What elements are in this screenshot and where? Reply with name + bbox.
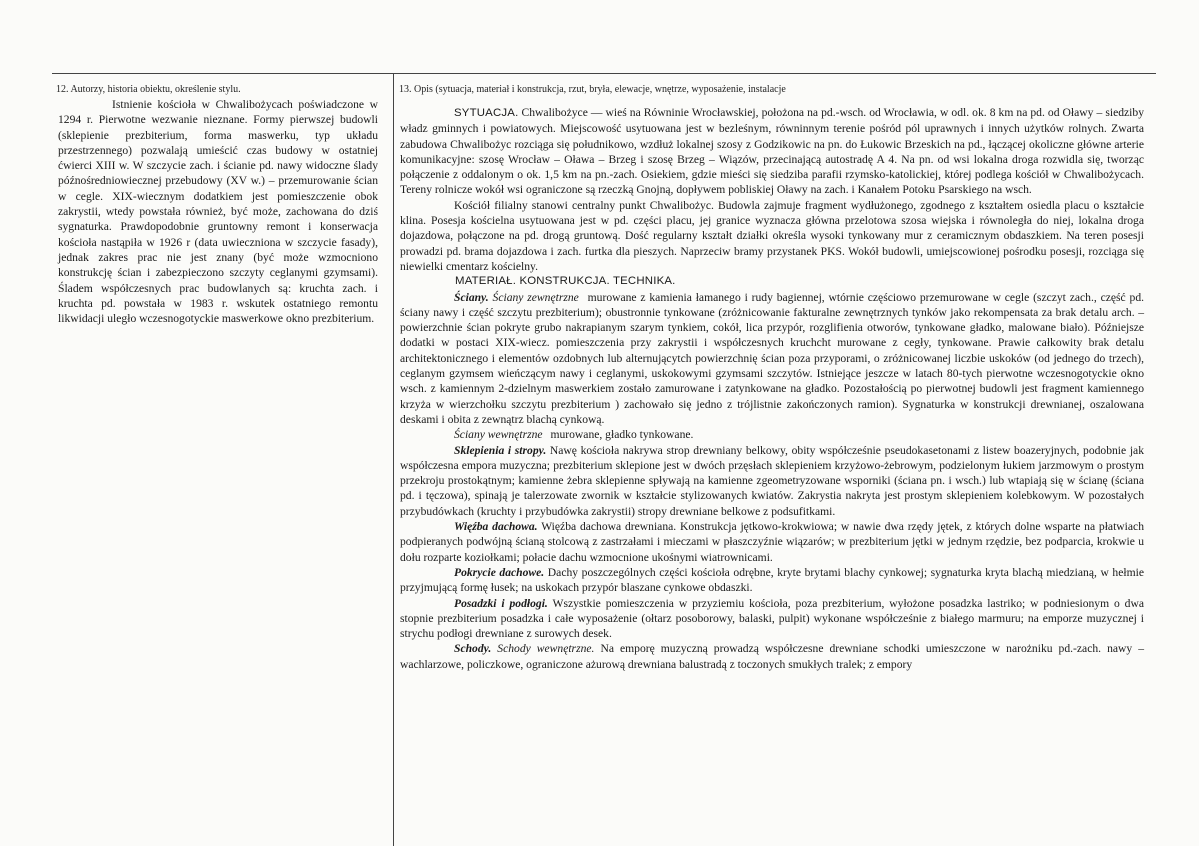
stairs-interior-label: Schody wewnętrzne.: [497, 642, 595, 656]
situation-heading: SYTUACJA.: [454, 107, 519, 119]
floors-text: Wszystkie pomieszczenia w przyziemiu kościoła, poza prezbiterium, wyłożone posadzka lastriko; w podniesionym o dwa stopnie prezbiterium posadzka i całe wyposażenie (ołtarz posoborowy, balaski, pulpit) wykonane współcześnie z białego marmuru; na emporze muzycznej i strychu podłogi drewniane z surowych desek.: [400, 596, 1144, 641]
roof-truss-label: Więźba dachowa.: [454, 520, 538, 534]
church-paragraph: Kościół filialny stanowi centralny punkt Chwalibożyc. Budowla zajmuje fragment wydłużonego, zgodnego z kształtem osiedla placu o kształcie klina. Posesja kościelna usytuowana jest w pd. części placu, jej granice wyznacza główna przelotowa szosa wiejska i równoległa do niej, lokalna droga dojazdowa, połączone na pd. drogą gruntową. Dość regularny kształt działki określa wysoki tynkowany mur z ceramicznym obdaszkiem. Na teren posesji prowadzi pd. brama dojazdowa i zach. furtka dla pieszych. Naprzeciw bramy przystanek PKS. Wokół budowli, umiejscowionej pośrodku posesji, rozciąga się niewielki cmentarz kościelny.: [400, 198, 1144, 273]
stairs-text: Na emporę muzyczną prowadzą współczesne drewniane schodki umieszczone w narożniku pd.-zach. nawy –wachlarzowe, policzkowe, ograniczone ażurową drewniana balustradą z toczonych smukłych tralek; z empory: [400, 642, 1144, 671]
stairs-label: Schody.: [454, 642, 492, 656]
vaults-paragraph: [400, 443, 1144, 519]
left-column-header: 12. Autorzy, historia obiektu, określenie stylu.: [56, 84, 241, 95]
vaults-label: Sklepienia i stropy.: [454, 443, 547, 457]
walls-exterior-label: Ściany zewnętrzne: [492, 290, 579, 304]
roof-truss-text: Więźba dachowa drewniana. Konstrukcja jętkowo-krokwiowa; w nawie dwa rzędy jętek, z których dolne wsparte na płatwiach podpieranych podwójną ścianą stolcową z zastrzałami i mieczami w płaszczyźnie wiązarów; w prezbiterium jętki w jednym rzędzie, bez podparcia, krokwie u dołu rozparte koziołkami; połacie dachu wzmocnione ukośnymi wiatrownicami.: [400, 520, 1144, 564]
walls-interior-paragraph: [400, 427, 1144, 442]
floors-label: Posadzki i podłogi.: [454, 596, 548, 610]
walls-label: Ściany.: [454, 290, 489, 304]
roofing-text: Dachy poszczególnych części kościoła odrębne, kryte brytami blachy cynkowej; sygnaturka kryta blachą miedzianą, w hełmie przyjmującą formę łusek; na uskokach przypór blaszane cynkowe obdaszki.: [400, 565, 1144, 595]
material-heading: MATERIAŁ. KONSTRUKCJA. TECHNIKA.: [455, 275, 676, 288]
walls-interior-label: Ściany wewnętrzne: [454, 428, 543, 442]
situation-text: Chwalibożyce — wieś na Równinie Wrocławskiej, położona na pd.-wsch. od Wrocławia, w odl. ok. 8 km na pd. od Oławy – siedziby władz gminnych i powiatowych. Miejscowość usytuowana jest w bezleśnym, równinnym terenie pośród pól uprawnych i innych użytków rolnych. Zwarta zabudowa Chwalibożyc rozciąga się południkowo, wzdłuż lokalnej szosy z Godzikowic na pn. do Łukowic Brzeskich na pd., łączącej okoliczne główne arterie komunikacyjne: szosę Wrocław – Oława – Brzeg i szosę Brzeg – Wiązów, przecinającą autostradę A 4. Na pn. od wsi lokalna droga rozwidla się, tworząc połączenie z oddalonym o ok. 1,5 km na pn.-zach. Osiekiem, gdzie mieści się siedziba parafii rzymsko-katolickiej, której podlega kościół w Chwalibożycach. Tereny rolnicze wokół wsi ograniczone są rzeczką Gnojną, dopływem pobliskiej Oławy na zach. i Kanałem Potoku Psarskiego na wsch.: [400, 106, 1144, 197]
history-column: [58, 97, 378, 326]
walls-exterior-paragraph: [400, 290, 1144, 428]
stairs-paragraph: [400, 641, 1144, 672]
roof-truss-paragraph: [400, 519, 1144, 565]
floors-paragraph: [400, 596, 1144, 642]
description-column: [400, 105, 1144, 672]
walls-exterior-text: murowane z kamienia łamanego i rudy bagiennej, wtórnie częściowo przemurowane w cegle (szczyt zach., część pd. ściany nawy i część szczytu prezbiterium); obustronnie tynkowane (zróżnicowanie fakturalne zewnętrznych tynków jako rekompensata za brak detalu arch. – powierzchnie ścian pokryte grubo nakrapianym szarym tynkiem, cokół, lica przypór, rozglifienia otworów, tynkowane gładko, malowane biało). Późniejsze dodatki w postaci XIX-wiecz. pomieszczenia przy zakrystii i współczesnych kruchcht murowane z cegły, tynkowane. Prawie całkowity brak detalu architektonicznego i elementów ozdobnych lub alternującytch powierzchnię ścian poza przyporami, o zróżnicowanej liczbie uskoków (od jednego do trzech), ceglanym gzymsem wieńczącym nawy i ceglanymi, uskokowymi gzymsami szczytów. Istniejące jeszcze w latach 80-tych pierwotne wczesnogotyckie okno wsch. z kamiennym 2-dzielnym maswerkiem zostało zamurowane i zatynkowane na gładko. Pozostałością po pierwotnej budowli jest fragment kamiennego krzyża w wierzchołku szczytu prezbiterium ) zachowało się jedno z trójlistnie zakończonych ramion). Sygnaturka w konstrukcji drewnianej, oszalowana deskami i obita z zewnątrz blachą cynkową.: [400, 290, 1145, 426]
roofing-paragraph: [400, 565, 1144, 596]
roofing-label: Pokrycie dachowe.: [454, 565, 545, 579]
history-paragraph: Istnienie kościoła w Chwalibożycach poświadczone w 1294 r. Pierwotne wezwanie nieznane. Formy pierwszej budowli (sklepienie prezbiterium, forma maswerku, typ układu przestrzennego) pozwalają umieścić czas budowy w ostatniej ćwierci XIII w. W szczycie zach. i ścianie pd. nawy widoczne ślady późnośredniowiecznej przebudowy (XV w.) – przemurowanie ścian w cegle. XIX-wiecznym dodatkiem jest pomieszczenie obok zakrystii, wtedy powstała również, być może, zachowana do dziś sygnaturka. Prawdopodobnie gruntowny remont i konserwacja kościoła nastąpiła w 1926 r (data uwieczniona w szczycie fasady), jednak zakres prac nie jest znany (być może wzmocniono konstrukcję ścian i zabezpieczono szczyty ceglanymi gzymsami). Śladem współczesnych prac budowlanych są: kruchta zach. i kruchta pd. powstała w 1983 r. wskutek ostatniego remontu likwidacji uległo wczesnogotyckie maswerkowe okno prezbiterium.: [58, 98, 378, 326]
vaults-text: Nawę kościoła nakrywa strop drewniany belkowy, obity współcześnie pseudokasetonami z listew boazeryjnych, podobnie jak współczesna empora muzyczna; prezbiterium sklepione jest w dwóch przęsłach sklepieniem krzyżowo-żebrowym, podzielonym łukiem jarzmowym o prostym przekroju prostokątnym; kamienne żebra sklepienne spływają na kamienne zgeometryzowane wsporniki (ściana pn. i wsch.) lub wtapiają się w ścianę (ściana pd. i tęczowa), spinają je talerzowate zwornik w kształcie stylizowanych kwiatów. Zakrystia nakryta jest prostym sklepieniem kolebkowym. W pozostałych przybudówkach (kruchty i przybudówka zakrystii) stropy drewniane belkowe z podsufitkami.: [400, 443, 1144, 518]
top-rule: [52, 73, 1156, 74]
right-column-header: 13. Opis (sytuacja, materiał i konstrukcja, rzut, bryła, elewacje, wnętrze, wyposażenie, instalacje: [399, 84, 786, 95]
situation-paragraph: [400, 105, 1144, 198]
walls-interior-text: murowane, gładko tynkowane.: [550, 428, 694, 442]
column-divider: [393, 74, 394, 846]
